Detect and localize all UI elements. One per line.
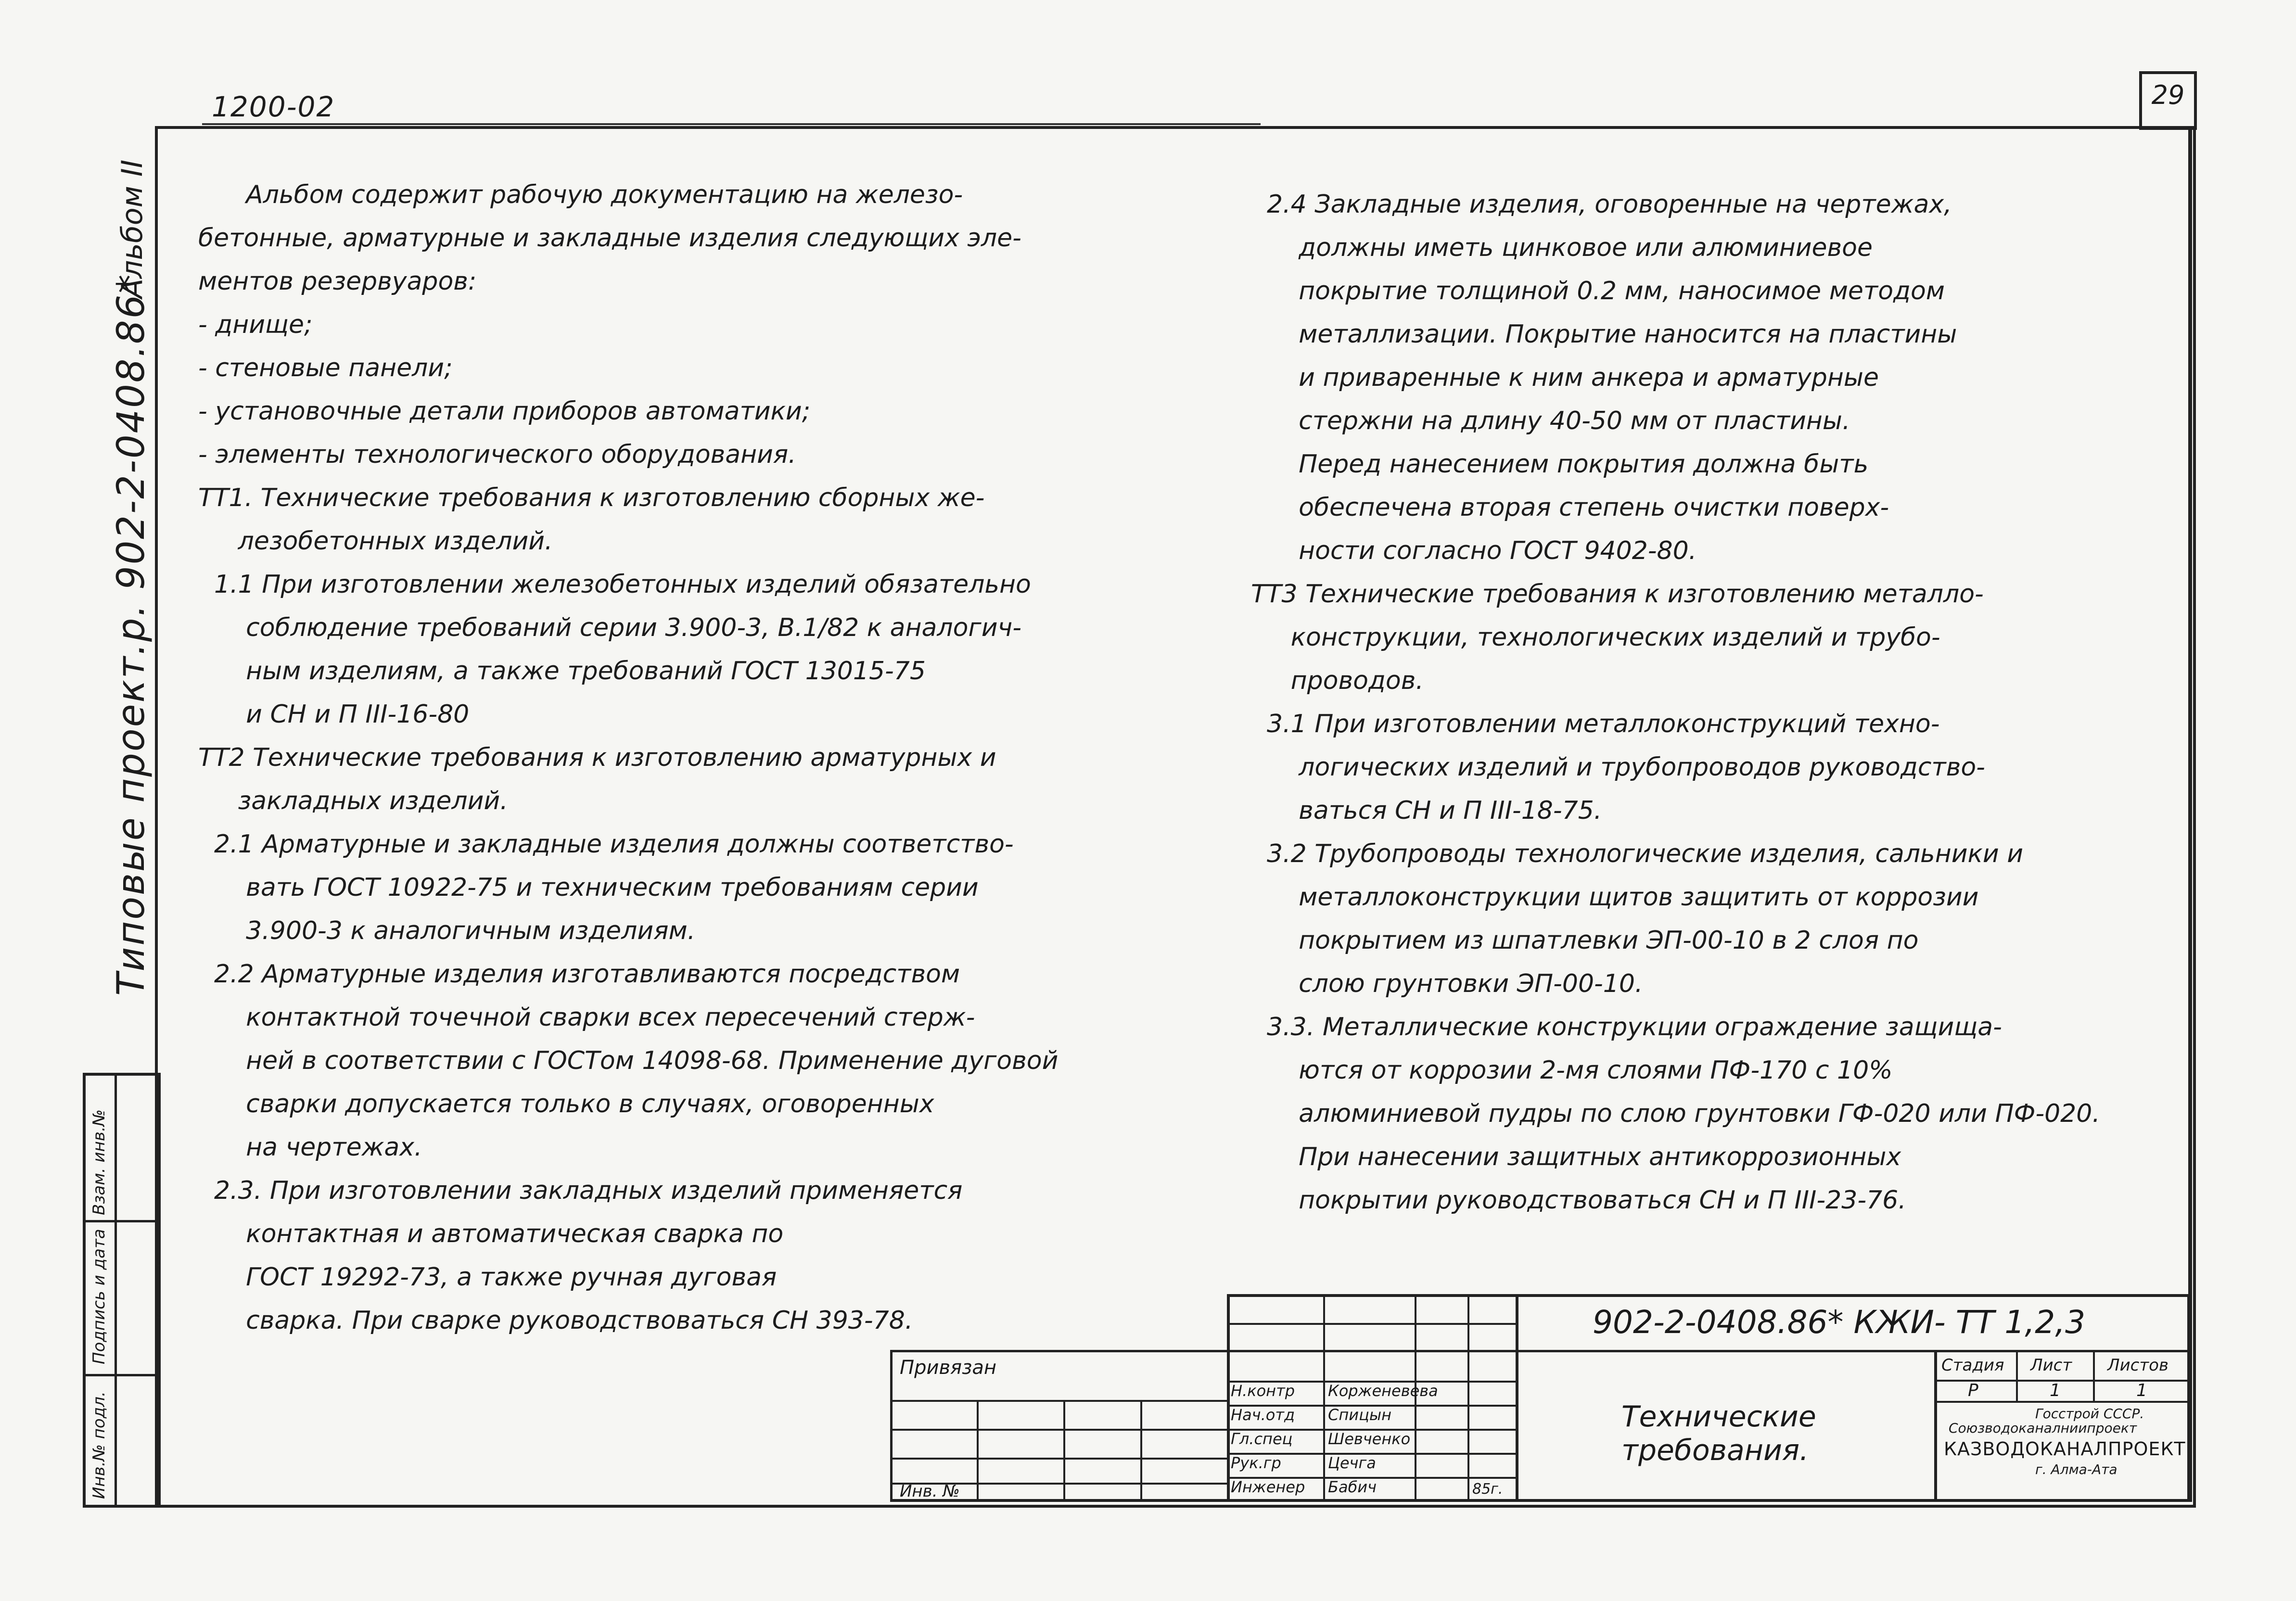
role-name: Спицын	[1328, 1406, 1392, 1424]
text-line: - стеновые панели;	[198, 354, 453, 382]
text-line: ТТ1. Технические требования к изготовлению сборных же-	[198, 483, 985, 512]
stadiya-label: Стадия	[1941, 1356, 2004, 1375]
text-line: покрытие толщиной 0.2 мм, наносимое методом	[1251, 277, 1945, 305]
top-document-code: 1200-02	[212, 90, 335, 123]
role-label: Инженер	[1231, 1478, 1305, 1496]
text-line: должны иметь цинковое или алюминиевое	[1251, 233, 1873, 262]
text-line: на чертежах.	[198, 1133, 422, 1162]
text-line: металлоконструкции щитов защитить от коррозии	[1251, 883, 1979, 912]
text-line: ным изделиям, а также требований ГОСТ 13015-75	[198, 657, 926, 686]
text-line: - элементы технологического оборудования.	[198, 440, 796, 469]
role-name: Корженевева	[1328, 1382, 1438, 1400]
margin-project-label: Типовые проект.р. 902-2-0408.86*	[110, 273, 153, 996]
role-label: Нач.отд	[1231, 1406, 1295, 1424]
stamp-divider	[115, 1076, 117, 1505]
text-line: алюминиевой пудры по слою грунтовки ГФ-020 или ПФ-020.	[1251, 1099, 2100, 1128]
org-line-3: КАЗВОДОКАНАЛПРОЕКТ	[1944, 1438, 2186, 1460]
role-label: Н.контр	[1231, 1382, 1295, 1400]
stamp-vzam-inv: Взам. инв.№	[89, 1109, 109, 1215]
text-line: контактная и автоматическая сварка по	[198, 1220, 784, 1248]
left-stamp-column	[83, 1073, 161, 1508]
text-line: и СН и П III-16-80	[198, 700, 470, 729]
role-label: Гл.спец	[1231, 1430, 1293, 1448]
org-line-1: Госстрой СССР.	[2035, 1406, 2144, 1422]
sheet-title: Технические требования.	[1621, 1400, 1816, 1467]
privyazan-label: Привязан	[900, 1357, 997, 1379]
left-text-column	[198, 173, 1058, 1342]
text-line: ваться СН и П III-18-75.	[1251, 796, 1602, 825]
text-line: ней в соответствии с ГОСТом 14098-68. Применение дуговой	[198, 1046, 1059, 1075]
listov-label: Листов	[2107, 1356, 2169, 1375]
text-line: ментов резервуаров:	[198, 267, 477, 296]
role-label: Рук.гр	[1231, 1454, 1281, 1472]
text-line: При нанесении защитных антикоррозионных	[1251, 1143, 1901, 1171]
text-line: 3.3. Металлические конструкции ограждение защища-	[1251, 1013, 2002, 1042]
list-value: 1	[2050, 1381, 2061, 1400]
stamp-divider	[86, 1220, 158, 1222]
text-line: - установочные детали приборов автоматики;	[198, 397, 811, 426]
text-line: контактной точечной сварки всех пересечений стерж-	[198, 1003, 975, 1032]
margin-album-label: Альбом II	[115, 159, 149, 298]
stadiya-value: Р	[1968, 1381, 1978, 1400]
text-line: сварка. При сварке руководствоваться СН 393-78.	[198, 1306, 913, 1335]
text-line: покрытием из шпатлевки ЭП-00-10 в 2 слоя по	[1251, 926, 1919, 955]
org-line-4: г. Алма-Ата	[2035, 1461, 2117, 1477]
text-line: Альбом содержит рабочую документацию на железо-	[198, 180, 963, 209]
right-text-column	[1251, 183, 2100, 1222]
text-line: 3.1 При изготовлении металлоконструкций техно-	[1251, 710, 1940, 738]
date-value: 85г.	[1472, 1481, 1503, 1498]
text-line: 2.4 Закладные изделия, оговоренные на чертежах,	[1251, 190, 1952, 219]
text-line: стержни на длину 40-50 мм от пластины.	[1251, 407, 1850, 435]
text-line: 1.1 При изготовлении железобетонных изделий обязательно	[198, 570, 1031, 599]
text-line: закладных изделий.	[198, 787, 508, 815]
text-line: 3.900-3 к аналогичным изделиям.	[198, 916, 696, 945]
text-line: покрытии руководствоваться СН и П III-23-76.	[1251, 1186, 1906, 1215]
text-line: логических изделий и трубопроводов руководство-	[1251, 753, 1985, 782]
role-name: Шевченко	[1328, 1430, 1411, 1448]
text-line: бетонные, арматурные и закладные изделия следующих эле-	[198, 224, 1021, 253]
text-line: 2.2 Арматурные изделия изготавливаются посредством	[198, 960, 960, 989]
sheet-number: 29	[2151, 80, 2185, 110]
role-name: Цечга	[1328, 1454, 1376, 1472]
top-border-line	[202, 123, 1261, 125]
text-line: и приваренные к ним анкера и арматурные	[1251, 363, 1879, 392]
list-label: Лист	[2030, 1356, 2072, 1375]
text-line: конструкции, технологических изделий и трубо-	[1251, 623, 1940, 652]
text-line: - днище;	[198, 310, 313, 339]
title-block	[890, 1294, 2190, 1502]
text-line: ГОСТ 19292-73, а также ручная дуговая	[198, 1263, 777, 1292]
text-line: 2.1 Арматурные и закладные изделия должны соответство-	[198, 830, 1014, 859]
text-line: металлизации. Покрытие наносится на пластины	[1251, 320, 1957, 349]
title-doc-code: 902-2-0408.86* КЖИ- ТТ 1,2,3	[1593, 1304, 2086, 1341]
stamp-inv-podl: Инв.№ подл.	[89, 1391, 109, 1499]
inv-no-label: Инв. №	[900, 1482, 960, 1501]
stamp-divider	[86, 1374, 158, 1376]
text-line: слою грунтовки ЭП-00-10.	[1251, 969, 1643, 998]
text-line: вать ГОСТ 10922-75 и техническим требованиям серии	[198, 873, 979, 902]
text-line: сварки допускается только в случаях, оговоренных	[198, 1090, 934, 1118]
text-line: ТТ3 Технические требования к изготовлению металло-	[1251, 580, 1984, 609]
role-name: Бабич	[1328, 1478, 1377, 1496]
text-line: 2.3. При изготовлении закладных изделий применяется	[198, 1176, 963, 1205]
text-line: Перед нанесением покрытия должна быть	[1251, 450, 1869, 479]
text-line: ности согласно ГОСТ 9402-80.	[1251, 536, 1697, 565]
text-line: проводов.	[1251, 666, 1424, 695]
text-line: лезобетонных изделий.	[198, 527, 553, 556]
text-line: ТТ2 Технические требования к изготовлению арматурных и	[198, 743, 996, 772]
stamp-podpis-data: Подпись и дата	[89, 1229, 109, 1364]
text-line: ются от коррозии 2-мя слоями ПФ-170 с 10%	[1251, 1056, 1893, 1085]
org-line-2: Союзводоканалниипроект	[1949, 1420, 2137, 1436]
text-line: обеспечена вторая степень очистки поверх-	[1251, 493, 1889, 522]
text-line: соблюдение требований серии 3.900-3, В.1/82 к аналогич-	[198, 613, 1022, 642]
listov-value: 1	[2136, 1381, 2147, 1400]
text-line: 3.2 Трубопроводы технологические изделия, сальники и	[1251, 839, 2024, 868]
